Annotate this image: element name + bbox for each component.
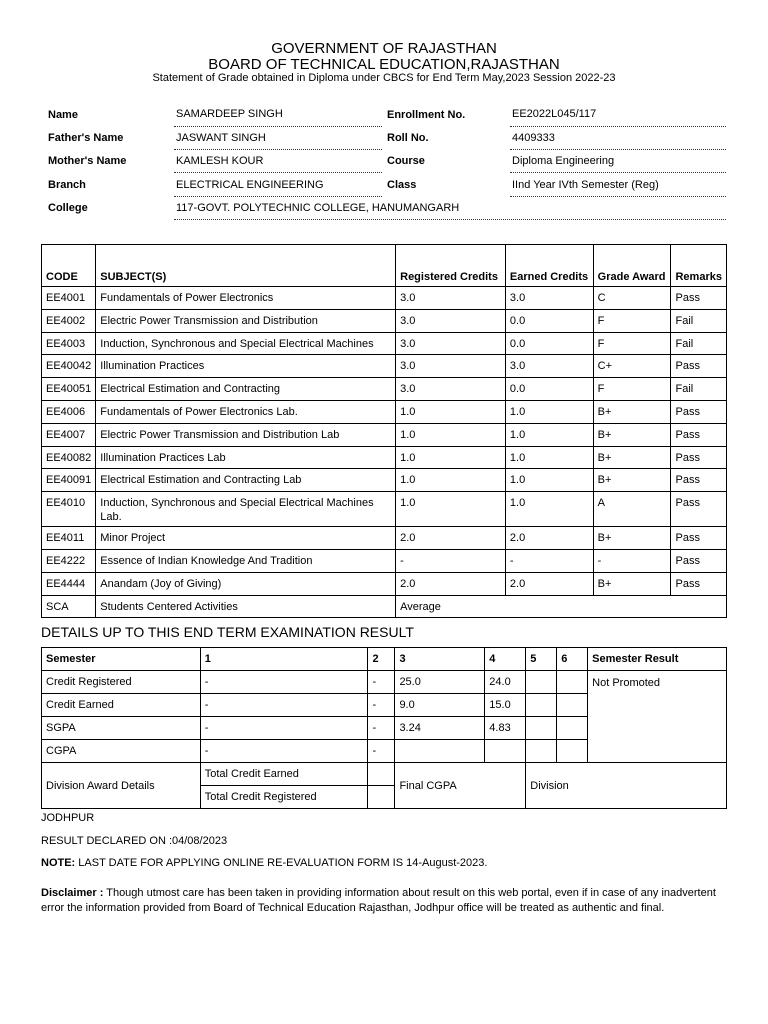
cell-subject: Electric Power Transmission and Distribution Lab	[96, 423, 396, 446]
summary-cell: -	[200, 671, 368, 694]
college-value: 117-GOVT. POLYTECHNIC COLLEGE, HANUMANGARH	[176, 202, 460, 214]
cell-earned: 0.0	[505, 309, 593, 332]
divider	[510, 126, 726, 127]
cell-registered: 2.0	[396, 572, 506, 595]
table-row	[42, 400, 727, 423]
sca-code: SCA	[42, 595, 96, 618]
cell-registered: 1.0	[396, 469, 506, 492]
note-text: LAST DATE FOR APPLYING ONLINE RE-EVALUATION FORM IS 14-August-2023.	[75, 857, 488, 869]
col-registered: Registered Credits	[396, 245, 506, 287]
divider	[174, 149, 382, 150]
summary-cell: -	[200, 717, 368, 740]
cell-remarks: Pass	[671, 355, 727, 378]
col-code: CODE	[42, 245, 96, 287]
summary-cell	[526, 740, 557, 763]
disclaimer-text: Though utmost care has been taken in providing information about result on this web portal, even if in case of any inadvertent error the information provided from Board of Technical Education Rajasthan, Jodhpur office will be treated as authentic and final.	[41, 887, 716, 914]
cell-remarks: Fail	[671, 332, 727, 355]
cell-earned: 1.0	[505, 446, 593, 469]
cell-registered: 2.0	[396, 527, 506, 550]
cell-grade: F	[593, 309, 671, 332]
divider	[174, 172, 382, 173]
cell-subject: Electrical Estimation and Contracting Lab	[96, 469, 396, 492]
cell-grade: F	[593, 378, 671, 401]
summary-title: DETAILS UP TO THIS END TERM EXAMINATION RESULT	[41, 624, 414, 640]
cell-registered: 1.0	[396, 446, 506, 469]
cell-subject: Induction, Synchronous and Special Electrical Machines Lab.	[96, 492, 396, 527]
cell-earned: 1.0	[505, 469, 593, 492]
division-row	[42, 763, 727, 786]
cell-subject: Induction, Synchronous and Special Electrical Machines	[96, 332, 396, 355]
cell-subject: Fundamentals of Power Electronics Lab.	[96, 400, 396, 423]
note	[41, 857, 487, 869]
divider	[510, 172, 726, 173]
table-row	[42, 549, 727, 572]
table-row	[42, 332, 727, 355]
semester-col: 3	[395, 648, 485, 671]
division-label: Division	[526, 763, 727, 809]
cell-grade: B+	[593, 446, 671, 469]
cell-earned: 1.0	[505, 400, 593, 423]
footer-city: JODHPUR	[41, 812, 95, 824]
final-cgpa-label: Final CGPA	[395, 763, 526, 809]
name-label: Name	[48, 109, 78, 121]
summary-cell	[557, 717, 588, 740]
header-board: BOARD OF TECHNICAL EDUCATION,RAJASTHAN	[208, 56, 560, 73]
cell-registered: 3.0	[396, 355, 506, 378]
cell-subject: Illumination Practices	[96, 355, 396, 378]
cell-code: EE4006	[42, 400, 96, 423]
cell-code: EE40091	[42, 469, 96, 492]
branch-label: Branch	[48, 179, 86, 191]
col-earned: Earned Credits	[505, 245, 593, 287]
summary-cell: -	[368, 671, 395, 694]
cell-code: EE4007	[42, 423, 96, 446]
cell-earned: 0.0	[505, 332, 593, 355]
table-row	[42, 446, 727, 469]
note-label: NOTE:	[41, 857, 76, 869]
cell-remarks: Pass	[671, 527, 727, 550]
summary-cell: -	[368, 694, 395, 717]
table-row	[42, 572, 727, 595]
cell-registered: 1.0	[396, 423, 506, 446]
semester-col: 4	[485, 648, 526, 671]
roll-label: Roll No.	[387, 132, 429, 144]
total-credit-earned-value	[368, 763, 395, 786]
sca-subject: Students Centered Activities	[96, 595, 396, 618]
cell-subject: Anandam (Joy of Giving)	[96, 572, 396, 595]
col-remarks: Remarks	[671, 245, 727, 287]
college-label: College	[48, 202, 88, 214]
mother-label: Mother's Name	[48, 155, 127, 167]
name-value: SAMARDEEP SINGH	[176, 108, 283, 120]
cell-earned: -	[505, 549, 593, 572]
cell-earned: 3.0	[505, 355, 593, 378]
summary-cell	[557, 671, 588, 694]
semester-col: 6	[557, 648, 588, 671]
summary-header-row	[42, 648, 727, 671]
cell-grade: B+	[593, 400, 671, 423]
cell-registered: 1.0	[396, 400, 506, 423]
course-value: Diploma Engineering	[512, 155, 615, 167]
cell-code: EE4002	[42, 309, 96, 332]
divider	[174, 219, 726, 220]
enrollment-value: EE2022L045/117	[512, 108, 597, 120]
cell-earned: 3.0	[505, 287, 593, 310]
summary-cell: -	[368, 717, 395, 740]
cell-code: EE40082	[42, 446, 96, 469]
cell-earned: 2.0	[505, 527, 593, 550]
semester-label: Semester	[42, 648, 201, 671]
divider	[510, 196, 726, 197]
summary-cell: 25.0	[395, 671, 485, 694]
cell-registered: 1.0	[396, 492, 506, 527]
sca-result: Average	[396, 595, 727, 618]
cell-registered: 3.0	[396, 332, 506, 355]
class-label: Class	[387, 179, 417, 191]
cell-subject: Electrical Estimation and Contracting	[96, 378, 396, 401]
cell-registered: 3.0	[396, 309, 506, 332]
division-award-label: Division Award Details	[42, 763, 201, 809]
class-value: IInd Year IVth Semester (Reg)	[512, 179, 659, 191]
total-credit-earned-label: Total Credit Earned	[200, 763, 368, 786]
header-government: GOVERNMENT OF RAJASTHAN	[271, 40, 497, 57]
cell-code: EE4444	[42, 572, 96, 595]
result-declared: RESULT DECLARED ON :04/08/2023	[41, 835, 228, 847]
cell-earned: 2.0	[505, 572, 593, 595]
semester-col: 1	[200, 648, 368, 671]
total-credit-registered-label: Total Credit Registered	[200, 786, 368, 809]
total-credit-registered-value	[368, 786, 395, 809]
summary-row-label: Credit Registered	[42, 671, 201, 694]
cell-code: EE4001	[42, 287, 96, 310]
cell-remarks: Pass	[671, 287, 727, 310]
table-row	[42, 595, 727, 618]
table-row	[42, 492, 727, 527]
divider	[510, 149, 726, 150]
summary-row-label: Credit Earned	[42, 694, 201, 717]
cell-remarks: Pass	[671, 492, 727, 527]
summary-cell	[526, 671, 557, 694]
cell-code: EE40051	[42, 378, 96, 401]
summary-cell: -	[200, 740, 368, 763]
cell-grade: F	[593, 332, 671, 355]
summary-cell: 3.24	[395, 717, 485, 740]
cell-code: EE40042	[42, 355, 96, 378]
summary-cell: -	[200, 694, 368, 717]
summary-cell: -	[368, 740, 395, 763]
semester-result-label: Semester Result	[588, 648, 727, 671]
summary-cell	[557, 694, 588, 717]
table-row	[42, 469, 727, 492]
cell-remarks: Fail	[671, 378, 727, 401]
summary-cell	[395, 740, 485, 763]
cell-remarks: Pass	[671, 572, 727, 595]
disclaimer-label: Disclaimer :	[41, 887, 104, 899]
summary-cell	[526, 717, 557, 740]
header-statement: Statement of Grade obtained in Diploma under CBCS for End Term May,2023 Session 2022-23	[152, 72, 616, 84]
summary-row-label: CGPA	[42, 740, 201, 763]
summary-table	[41, 647, 727, 809]
cell-earned: 1.0	[505, 423, 593, 446]
cell-earned: 1.0	[505, 492, 593, 527]
cell-grade: A	[593, 492, 671, 527]
cell-subject: Electric Power Transmission and Distribution	[96, 309, 396, 332]
cell-earned: 0.0	[505, 378, 593, 401]
marks-body	[42, 287, 727, 596]
summary-row-label: SGPA	[42, 717, 201, 740]
mother-value: KAMLESH KOUR	[176, 155, 264, 167]
summary-cell: 15.0	[485, 694, 526, 717]
cell-code: EE4003	[42, 332, 96, 355]
cell-registered: 3.0	[396, 378, 506, 401]
table-row	[42, 378, 727, 401]
father-value: JASWANT SINGH	[176, 132, 266, 144]
summary-cell	[526, 694, 557, 717]
col-subject: SUBJECT(S)	[96, 245, 396, 287]
cell-code: EE4010	[42, 492, 96, 527]
cell-remarks: Pass	[671, 446, 727, 469]
cell-remarks: Pass	[671, 400, 727, 423]
course-label: Course	[387, 155, 425, 167]
table-row	[42, 287, 727, 310]
col-grade: Grade Award	[593, 245, 671, 287]
summary-body	[42, 648, 727, 809]
cell-registered: -	[396, 549, 506, 572]
summary-cell	[557, 740, 588, 763]
summary-cell	[485, 740, 526, 763]
semester-col: 5	[526, 648, 557, 671]
cell-grade: C	[593, 287, 671, 310]
cell-grade: -	[593, 549, 671, 572]
cell-subject: Fundamentals of Power Electronics	[96, 287, 396, 310]
table-row	[42, 671, 727, 694]
cell-remarks: Pass	[671, 469, 727, 492]
cell-subject: Essence of Indian Knowledge And Tradition	[96, 549, 396, 572]
divider	[174, 126, 382, 127]
cell-subject: Illumination Practices Lab	[96, 446, 396, 469]
cell-subject: Minor Project	[96, 527, 396, 550]
cell-grade: C+	[593, 355, 671, 378]
cell-remarks: Pass	[671, 549, 727, 572]
summary-cell: 24.0	[485, 671, 526, 694]
cell-code: EE4011	[42, 527, 96, 550]
table-row	[42, 527, 727, 550]
table-row	[42, 355, 727, 378]
disclaimer	[41, 886, 731, 915]
cell-code: EE4222	[42, 549, 96, 572]
father-label: Father's Name	[48, 132, 124, 144]
table-row	[42, 309, 727, 332]
cell-remarks: Fail	[671, 309, 727, 332]
roll-value: 4409333	[512, 132, 555, 144]
cell-grade: B+	[593, 469, 671, 492]
summary-cell: 4.83	[485, 717, 526, 740]
table-row	[42, 423, 727, 446]
enrollment-label: Enrollment No.	[387, 109, 466, 121]
cell-grade: B+	[593, 572, 671, 595]
cell-remarks: Pass	[671, 423, 727, 446]
marks-table	[41, 244, 727, 618]
cell-grade: B+	[593, 423, 671, 446]
semester-result-value: Not Promoted	[588, 671, 727, 763]
divider	[174, 196, 382, 197]
cell-registered: 3.0	[396, 287, 506, 310]
cell-grade: B+	[593, 527, 671, 550]
branch-value: ELECTRICAL ENGINEERING	[176, 179, 324, 191]
semester-col: 2	[368, 648, 395, 671]
marks-header-row	[42, 245, 727, 287]
summary-cell: 9.0	[395, 694, 485, 717]
